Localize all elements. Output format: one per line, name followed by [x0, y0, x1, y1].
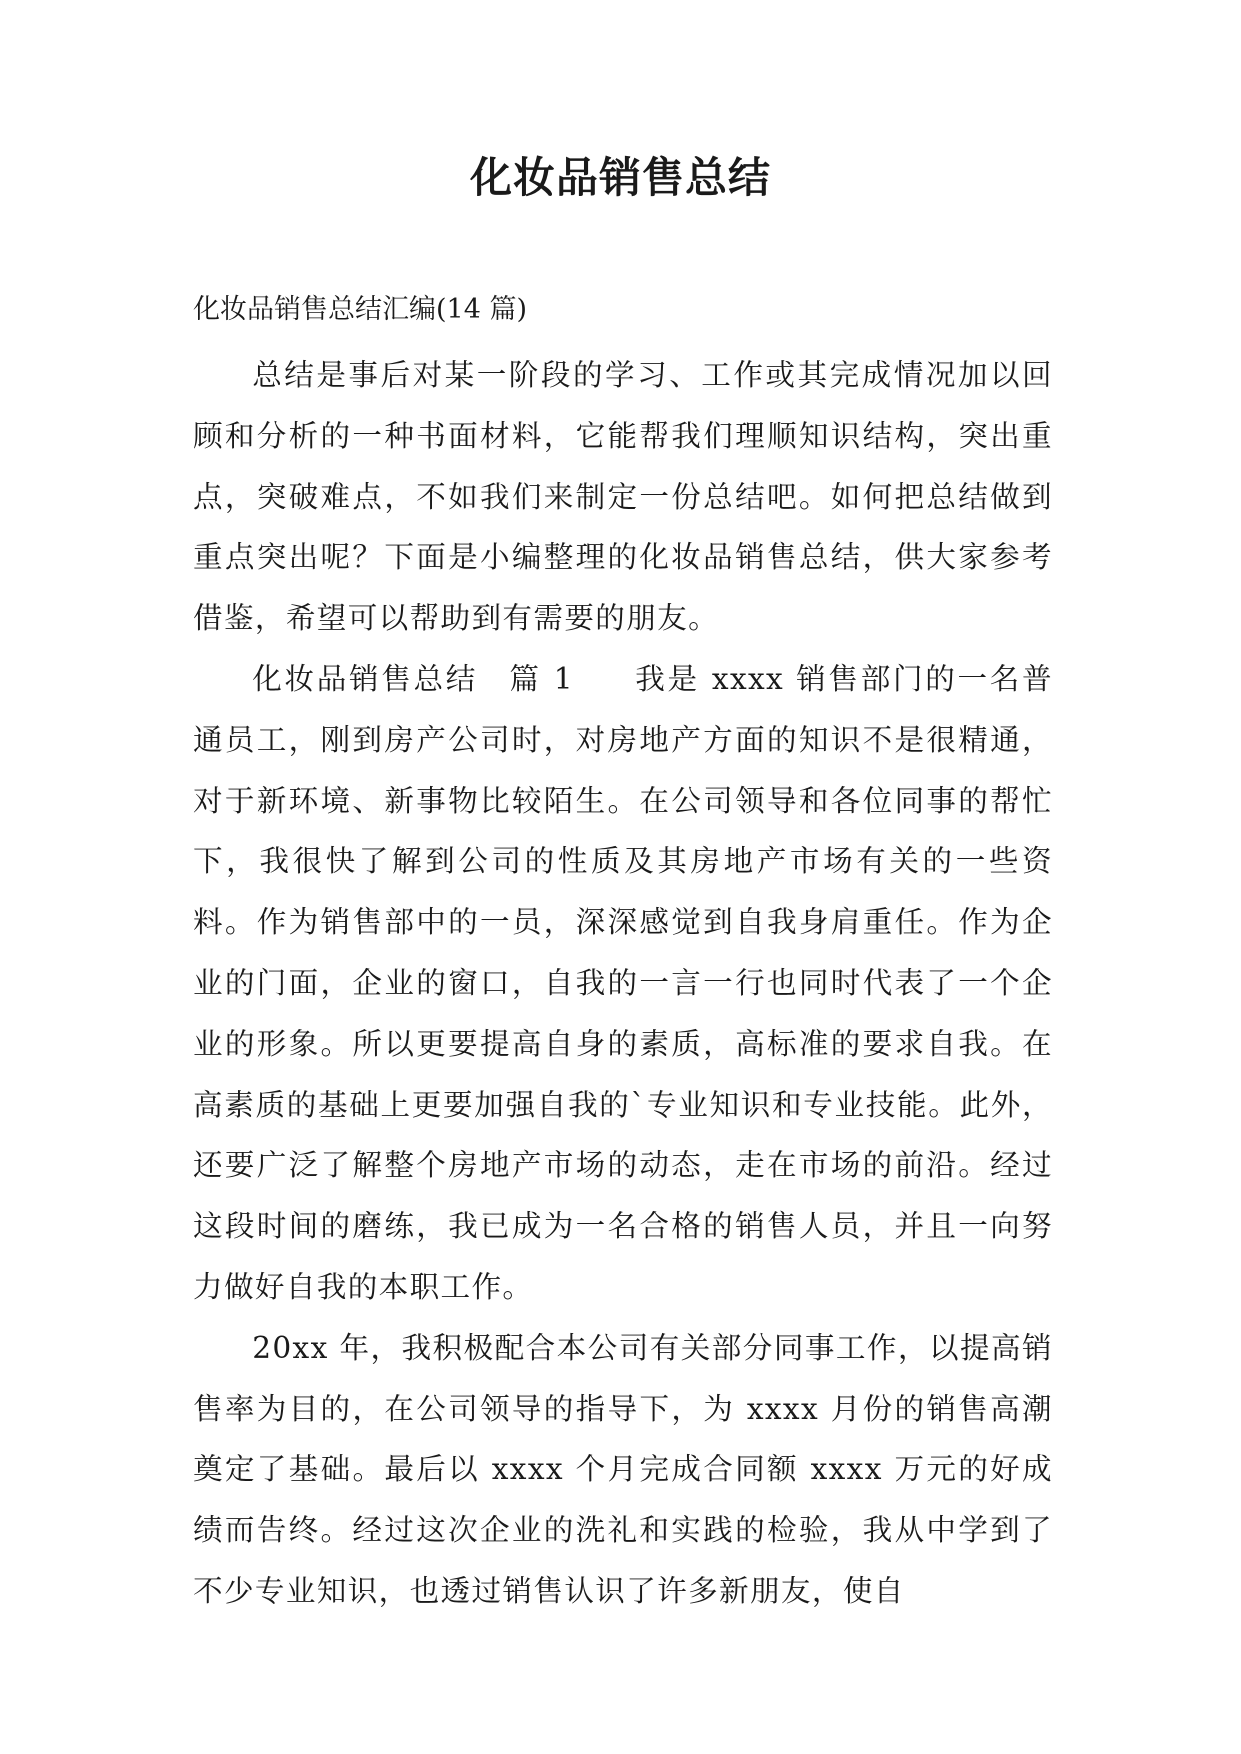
paragraph-20xx [193, 1318, 1053, 1622]
document-body [193, 345, 1053, 1622]
page-title: 化妆品销售总结 [469, 153, 771, 202]
section-part-label: 篇 1 [508, 661, 574, 696]
document-subtitle: 化妆品销售总结汇编(14 篇) [193, 294, 528, 325]
paragraph-20xx-text: 20xx 年，我积极配合本公司有关部分同事工作，以提高销售率为目的，在公司领导的指导下，为 xxxx 月份的销售高潮奠定了基础。最后以 xxxx 个月完成合同额 xxxx 万元的好成绩而告终。经过这次企业的洗礼和实践的检验，我从中学到了不少专业知识，也透过销售认识了许多新朋友，使自 [193, 1330, 1053, 1608]
paragraph-intro-text: 总结是事后对某一阶段的学习、工作或其完成情况加以回顾和分析的一种书面材料，它能帮我们理顺知识结构，突出重点，突破难点，不如我们来制定一份总结吧。如何把总结做到重点突出呢？下面是小编整理的化妆品销售总结，供大家参考借鉴，希望可以帮助到有需要的朋友。 [193, 358, 1053, 636]
paragraph-part-1 [193, 649, 1053, 1318]
paragraph-part-1-text: 我是 xxxx 销售部门的一名普通员工，刚到房产公司时，对房地产方面的知识不是很精通，对于新环境、新事物比较陌生。在公司领导和各位同事的帮忙下，我很快了解到公司的性质及其房地产市场有关的一些资料。作为销售部中的一员，深深感觉到自我身肩重任。作为企业的门面，企业的窗口，自我的一言一行也同时代表了一个企业的形象。所以更要提高自身的素质，高标准的要求自我。在高素质的基础上更要加强自我的`专业知识和专业技能。此外，还要广泛了解整个房地产市场的动态，走在市场的前沿。经过这段时间的磨练，我已成为一名合格的销售人员，并且一向努力做好自我的本职工作。 [193, 661, 1053, 1304]
paragraph-intro [193, 345, 1053, 649]
section-heading: 化妆品销售总结 [252, 661, 479, 696]
